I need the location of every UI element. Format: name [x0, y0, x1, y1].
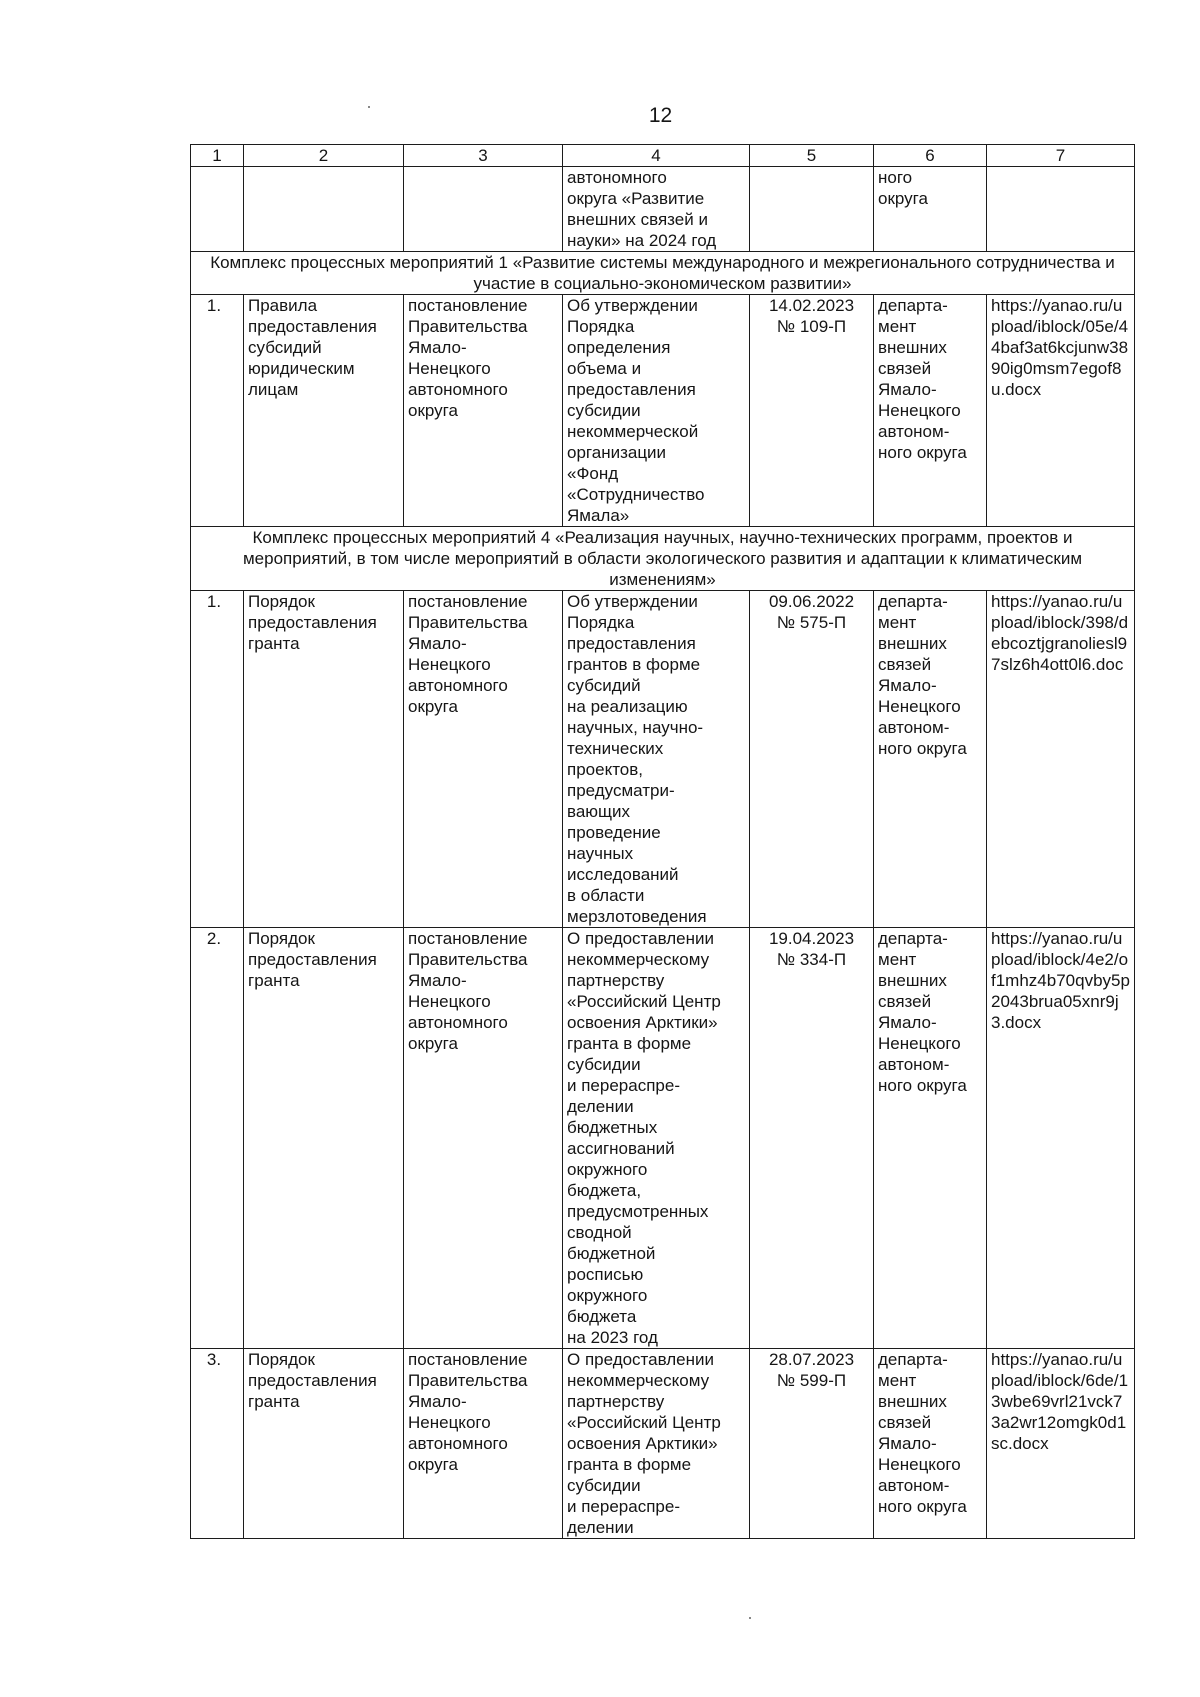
empty-cell	[191, 167, 244, 252]
document-type-cell: Порядок предоставления гранта	[244, 1349, 404, 1539]
row-number: 1.	[191, 591, 244, 928]
column-number: 6	[874, 145, 987, 167]
document-name-cell: Об утверждении Порядка определения объема и предоставления субсидии некоммерческой организации «Фонд «Сотрудничество Ямала»	[563, 295, 750, 527]
empty-cell	[244, 167, 404, 252]
department-cell: департа- мент внешних связей Ямало- Ненецкого автоном- ного округа	[874, 591, 987, 928]
column-number-row	[191, 145, 1135, 167]
document-date-cell: 28.07.2023 № 599-П	[750, 1349, 874, 1539]
document-form-cell: постановление Правительства Ямало- Ненецкого автономного округа	[404, 1349, 563, 1539]
document-name-cell: О предоставлении некоммерческому партнерству «Российский Центр освоения Арктики» гранта в форме субсидии и перераспре- делении бюджетных ассигнований окружного бюджета, предусмотренных сводной бюджетной росписью окружного бюджета на 2023 год	[563, 928, 750, 1349]
table-row	[191, 295, 1135, 527]
row-number: 3.	[191, 1349, 244, 1539]
page-number: 12	[648, 104, 673, 127]
section-title: Комплекс процессных мероприятий 4 «Реализация научных, научно-технических программ, проектов и мероприятий, в том числе мероприятий в области экологического развития и адаптации к климатическим изменениям»	[191, 527, 1135, 591]
column-number: 4	[563, 145, 750, 167]
department-cell: департа- мент внешних связей Ямало- Ненецкого автоном- ного округа	[874, 295, 987, 527]
row-number: 2.	[191, 928, 244, 1349]
document-name-cell: автономного округа «Развитие внешних связей и науки» на 2024 год	[563, 167, 750, 252]
document-date-cell: 09.06.2022 № 575-П	[750, 591, 874, 928]
document-date-cell: 19.04.2023 № 334-П	[750, 928, 874, 1349]
documents-table	[190, 144, 1135, 1539]
empty-cell	[750, 167, 874, 252]
column-number: 2	[244, 145, 404, 167]
row-number: 1.	[191, 295, 244, 527]
column-number: 1	[191, 145, 244, 167]
document-link[interactable]: https://yanao.ru/upload/iblock/6de/13wbe69vrl21vck73a2wr12omgk0d1sc.docx	[987, 1349, 1135, 1539]
continuation-row	[191, 167, 1135, 252]
document-form-cell: постановление Правительства Ямало- Ненецкого автономного округа	[404, 295, 563, 527]
scan-speck	[749, 1617, 751, 1619]
document-date-cell: 14.02.2023 № 109-П	[750, 295, 874, 527]
empty-cell	[404, 167, 563, 252]
section-title: Комплекс процессных мероприятий 1 «Развитие системы международного и межрегионального сотрудничества и участие в социально-экономическом развитии»	[191, 252, 1135, 295]
column-number: 3	[404, 145, 563, 167]
table-row	[191, 928, 1135, 1349]
column-number: 7	[987, 145, 1135, 167]
department-cell: ного округа	[874, 167, 987, 252]
document-type-cell: Порядок предоставления гранта	[244, 928, 404, 1349]
document-link[interactable]: https://yanao.ru/upload/iblock/05e/44baf3at6kcjunw3890ig0msm7egof8u.docx	[987, 295, 1135, 527]
document-form-cell: постановление Правительства Ямало- Ненецкого автономного округа	[404, 928, 563, 1349]
document-link[interactable]: https://yanao.ru/upload/iblock/4e2/of1mhz4b70qvby5p2043brua05xnr9j3.docx	[987, 928, 1135, 1349]
document-name-cell: О предоставлении некоммерческому партнерству «Российский Центр освоения Арктики» гранта в форме субсидии и перераспре- делении	[563, 1349, 750, 1539]
department-cell: департа- мент внешних связей Ямало- Ненецкого автоном- ного округа	[874, 928, 987, 1349]
section-header-row	[191, 252, 1135, 295]
table-row	[191, 1349, 1135, 1539]
document-name-cell: Об утверждении Порядка предоставления грантов в форме субсидий на реализацию научных, научно- технических проектов, предусматри- вающих проведение научных исследований в области мерзлотоведения	[563, 591, 750, 928]
column-number: 5	[750, 145, 874, 167]
document-link[interactable]: https://yanao.ru/upload/iblock/398/debcoztjgranoliesl97slz6h4ott0l6.doc	[987, 591, 1135, 928]
department-cell: департа- мент внешних связей Ямало- Ненецкого автоном- ного округа	[874, 1349, 987, 1539]
document-type-cell: Правила предоставления субсидий юридическим лицам	[244, 295, 404, 527]
table-row	[191, 591, 1135, 928]
scan-speck	[368, 106, 370, 108]
document-type-cell: Порядок предоставления гранта	[244, 591, 404, 928]
section-header-row	[191, 527, 1135, 591]
document-form-cell: постановление Правительства Ямало- Ненецкого автономного округа	[404, 591, 563, 928]
empty-cell	[987, 167, 1135, 252]
